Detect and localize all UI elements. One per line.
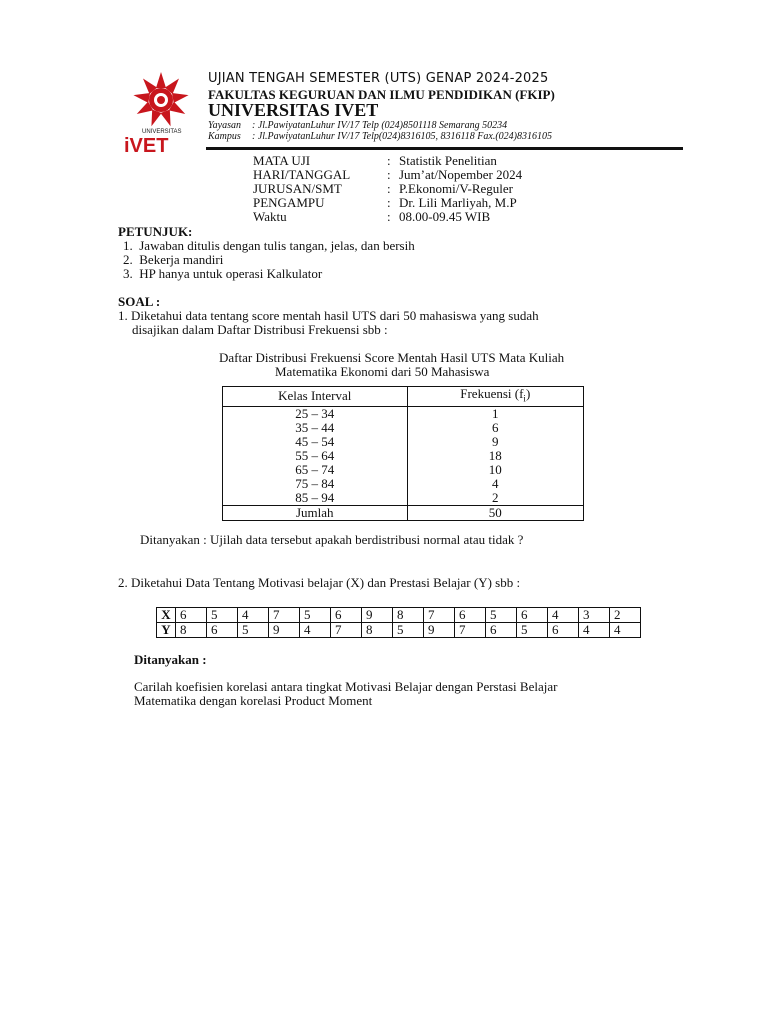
y-value-cell: 7 — [455, 623, 486, 638]
table-row — [223, 421, 584, 435]
q2-text: 2. Diketahui Data Tentang Motivasi belajar (X) dan Prestasi Belajar (Y) sbb : — [118, 575, 521, 590]
interval-cell: 65 – 74 — [223, 463, 408, 477]
y-value-cell: 6 — [207, 623, 238, 638]
info-value: P.Ekonomi/V-Reguler — [399, 181, 513, 196]
instruction-item: 3. HP hanya untuk operasi Kalkulator — [123, 266, 323, 281]
q2-asked: Ditanyakan : — [134, 652, 207, 667]
col-header-frequency: Frekuensi $(f_i)$ — [407, 387, 583, 407]
y-value-cell: 6 — [548, 623, 579, 638]
x-value-cell: 4 — [238, 608, 269, 623]
x-value-cell: 5 — [486, 608, 517, 623]
y-value-cell: 9 — [269, 623, 300, 638]
logo-text-small: UNIVERSITAS — [142, 129, 182, 135]
frequency-cell: 6 — [407, 421, 583, 435]
info-value: Statistik Penelitian — [399, 153, 497, 168]
y-value-cell: 4 — [610, 623, 641, 638]
info-value: Dr. Lili Marliyah, M.P — [399, 195, 517, 210]
instruction-item: 1. Jawaban ditulis dengan tulis tangan, jelas, dan bersih — [123, 238, 415, 253]
interval-cell: 75 – 84 — [223, 477, 408, 491]
freq-table-title-2: Matematika Ekonomi dari 50 Mahasiswa — [275, 364, 490, 379]
frequency-table — [222, 386, 584, 521]
interval-cell: 55 – 64 — [223, 449, 408, 463]
info-row: MATA UJI : Statistik Penelitian — [253, 154, 522, 168]
interval-cell: 25 – 34 — [223, 406, 408, 421]
info-label: JURUSAN/SMT — [253, 181, 342, 196]
frequency-cell: 4 — [407, 477, 583, 491]
frequency-cell: 18 — [407, 449, 583, 463]
foundation-address: : Jl.PawiyatanLuhur IV/17 Telp (024)8501118 Semarang 50234 — [252, 120, 508, 131]
x-value-cell: 7 — [269, 608, 300, 623]
frequency-cell: 9 — [407, 435, 583, 449]
table-row — [223, 477, 584, 491]
frequency-cell: 10 — [407, 463, 583, 477]
table-row — [223, 491, 584, 506]
frequency-cell: 2 — [407, 491, 583, 506]
freq-table-title-1: Daftar Distribusi Frekuensi Score Mentah Hasil UTS Mata Kuliah — [219, 350, 565, 365]
info-label: MATA UJI — [253, 153, 311, 168]
total-label: Jumlah — [223, 505, 408, 520]
info-label: Waktu — [253, 209, 287, 224]
y-value-cell: 4 — [300, 623, 331, 638]
x-value-cell: 6 — [455, 608, 486, 623]
logo-text-big: iVET — [124, 135, 169, 154]
y-value-cell: 6 — [486, 623, 517, 638]
q1-text-line2: disajikan dalam Daftar Distribusi Frekuensi sbb : — [132, 322, 388, 337]
info-label: HARI/TANGGAL — [253, 167, 351, 182]
soal-heading: SOAL : — [118, 294, 161, 309]
x-row — [157, 608, 641, 623]
q2-task-line1: Carilah koefisien korelasi antara tingkat Motivasi Belajar dengan Perstasi Belajar — [134, 679, 558, 694]
q1-question: Ditanyakan : Ujilah data tersebut apakah berdistribusi normal atau tidak ? — [140, 532, 524, 547]
x-value-cell: 5 — [300, 608, 331, 623]
x-value-cell: 3 — [579, 608, 610, 623]
x-value-cell: 8 — [393, 608, 424, 623]
y-row — [157, 623, 641, 638]
table-header-row — [223, 387, 584, 407]
instructions-heading: PETUNJUK: — [118, 224, 193, 239]
x-value-cell: 6 — [331, 608, 362, 623]
info-value: 08.00-09.45 WIB — [399, 209, 491, 224]
q2-task-line2: Matematika dengan korelasi Product Moment — [134, 693, 373, 708]
x-value-cell: 6 — [176, 608, 207, 623]
table-row — [223, 406, 584, 421]
x-value-cell: 5 — [207, 608, 238, 623]
x-value-cell: 6 — [517, 608, 548, 623]
foundation-label: Yayasan — [208, 120, 241, 131]
table-row — [223, 463, 584, 477]
x-label: X — [157, 608, 176, 623]
info-row: PENGAMPU : Dr. Lili Marliyah, M.P — [253, 196, 522, 210]
col-header-interval: Kelas Interval — [223, 387, 408, 407]
x-value-cell: 4 — [548, 608, 579, 623]
faculty-name: FAKULTAS KEGURUAN DAN ILMU PENDIDIKAN (FKIP) — [208, 87, 555, 102]
frequency-cell: 1 — [407, 406, 583, 421]
table-row — [223, 449, 584, 463]
header-divider — [206, 147, 683, 150]
y-value-cell: 4 — [579, 623, 610, 638]
q1-text-line1: 1. Diketahui data tentang score mentah hasil UTS dari 50 mahasiswa yang sudah — [118, 308, 539, 323]
university-logo — [116, 70, 206, 154]
info-label: PENGAMPU — [253, 195, 325, 210]
interval-cell: 35 – 44 — [223, 421, 408, 435]
x-value-cell: 2 — [610, 608, 641, 623]
interval-cell: 45 – 54 — [223, 435, 408, 449]
info-row: Waktu : 08.00-09.45 WIB — [253, 210, 522, 224]
university-name: UNIVERSITAS IVET — [208, 100, 379, 120]
instruction-item: 2. Bekerja mandiri — [123, 252, 224, 267]
interval-cell: 85 – 94 — [223, 491, 408, 506]
exam-info-table — [253, 154, 522, 224]
x-value-cell: 9 — [362, 608, 393, 623]
info-row: HARI/TANGGAL : Jum’at/Nopember 2024 — [253, 167, 523, 182]
table-row — [223, 435, 584, 449]
info-row: JURUSAN/SMT : P.Ekonomi/V-Reguler — [253, 182, 522, 196]
y-value-cell: 5 — [393, 623, 424, 638]
y-value-cell: 5 — [517, 623, 548, 638]
y-value-cell: 9 — [424, 623, 455, 638]
y-value-cell: 5 — [238, 623, 269, 638]
y-value-cell: 7 — [331, 623, 362, 638]
x-value-cell: 7 — [424, 608, 455, 623]
y-value-cell: 8 — [176, 623, 207, 638]
total-value: 50 — [407, 505, 583, 520]
foundation-address-line — [208, 120, 507, 131]
info-value: Jum’at/Nopember 2024 — [399, 167, 523, 182]
y-value-cell: 8 — [362, 623, 393, 638]
campus-address-line — [208, 131, 552, 142]
exam-title: UJIAN TENGAH SEMESTER (UTS) GENAP 2024-2025 — [208, 71, 549, 86]
campus-address: : Jl.PawiyatanLuhur IV/17 Telp(024)8316105, 8316118 Fax.(024)8316105 — [252, 131, 552, 142]
y-label: Y — [157, 623, 176, 638]
table-total-row — [223, 505, 584, 520]
campus-label: Kampus — [208, 131, 241, 142]
xy-data-table — [156, 607, 641, 638]
